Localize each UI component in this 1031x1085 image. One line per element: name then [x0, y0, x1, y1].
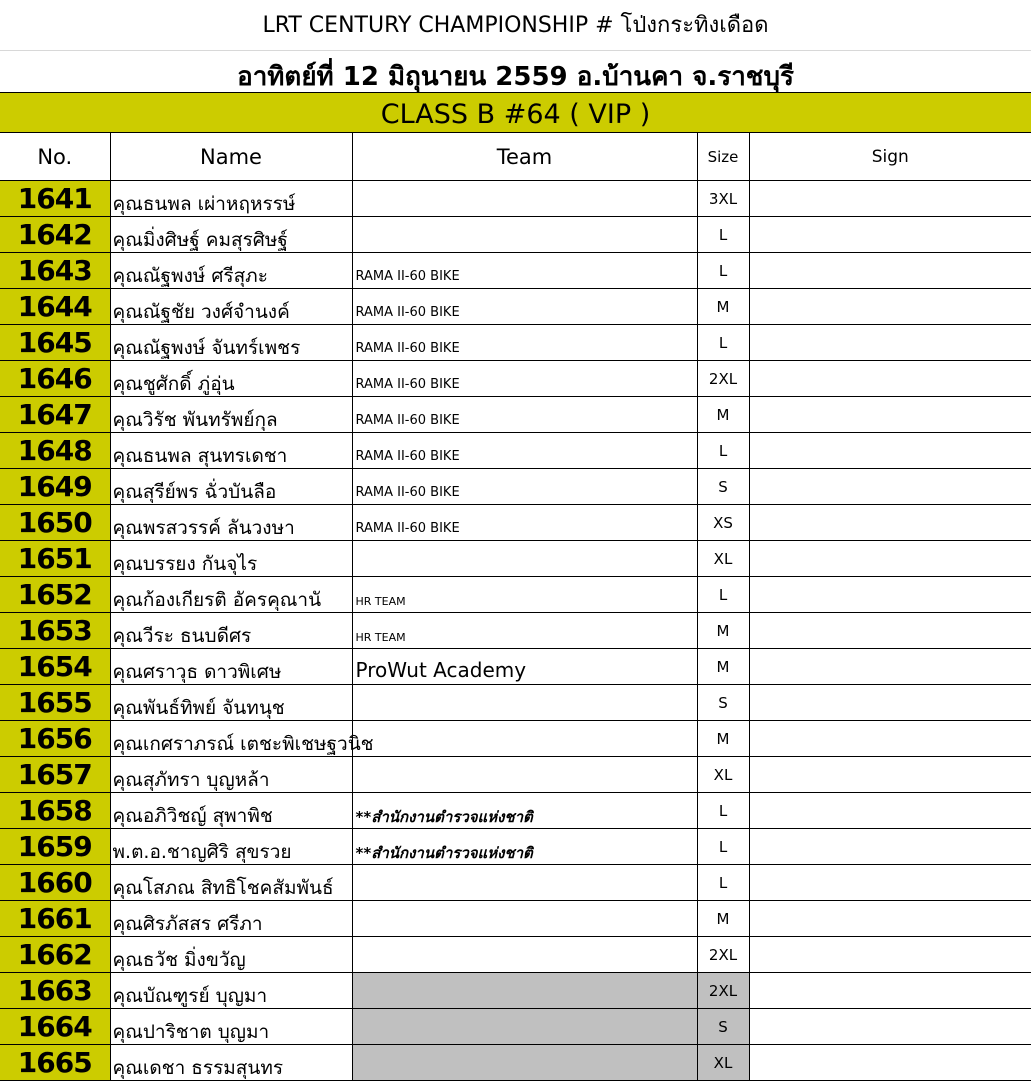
team-name	[352, 901, 697, 937]
bib-number: 1660	[0, 865, 110, 901]
bib-number: 1653	[0, 613, 110, 649]
bib-number: 1658	[0, 793, 110, 829]
team-name: **สำนักงานตำรวจแห่งชาติ	[352, 793, 697, 829]
bib-number: 1665	[0, 1045, 110, 1081]
table-row	[0, 649, 1031, 685]
table-row	[0, 217, 1031, 253]
rider-name: คุณธนพล เผ่าหฤหรรษ์	[110, 181, 352, 217]
signature-cell	[749, 325, 1031, 361]
signature-cell	[749, 397, 1031, 433]
shirt-size: 2XL	[697, 937, 749, 973]
table-row	[0, 325, 1031, 361]
column-header-name: Name	[110, 133, 352, 181]
shirt-size: XL	[697, 757, 749, 793]
shirt-size: XL	[697, 541, 749, 577]
bib-number: 1644	[0, 289, 110, 325]
bib-number: 1651	[0, 541, 110, 577]
shirt-size: XS	[697, 505, 749, 541]
rider-name: คุณณัฐพงษ์ ศรีสุภะ	[110, 253, 352, 289]
team-name	[352, 865, 697, 901]
bib-number: 1659	[0, 829, 110, 865]
table-header-row	[0, 133, 1031, 181]
team-name: RAMA II-60 BIKE	[352, 469, 697, 505]
table-row	[0, 1045, 1031, 1081]
table-row	[0, 433, 1031, 469]
signature-cell	[749, 685, 1031, 721]
team-name	[352, 973, 697, 1009]
team-name	[352, 757, 697, 793]
shirt-size: L	[697, 433, 749, 469]
table-row	[0, 901, 1031, 937]
rider-name: คุณศิรภัสสร ศรีภา	[110, 901, 352, 937]
team-name	[352, 937, 697, 973]
rider-name: คุณชูศักดิ์ ภู่อุ่น	[110, 361, 352, 397]
shirt-size: M	[697, 289, 749, 325]
team-name: ProWut Academy	[352, 649, 697, 685]
shirt-size: 2XL	[697, 973, 749, 1009]
bib-number: 1648	[0, 433, 110, 469]
bib-number: 1661	[0, 901, 110, 937]
rider-name: คุณพรสวรรค์ ลันวงษา	[110, 505, 352, 541]
rider-name: คุณวีระ ธนบดีศร	[110, 613, 352, 649]
rider-name: คุณสุภัทรา บุญหล้า	[110, 757, 352, 793]
signature-cell	[749, 973, 1031, 1009]
rider-name: คุณอภิวิชญ์ สุพาพิช	[110, 793, 352, 829]
signature-cell	[749, 181, 1031, 217]
table-row	[0, 757, 1031, 793]
team-name: RAMA II-60 BIKE	[352, 433, 697, 469]
table-row	[0, 577, 1031, 613]
signature-cell	[749, 361, 1031, 397]
rider-name: คุณพันธ์ทิพย์ จันทนุช	[110, 685, 352, 721]
shirt-size: L	[697, 829, 749, 865]
bib-number: 1664	[0, 1009, 110, 1045]
table-row	[0, 181, 1031, 217]
shirt-size: M	[697, 901, 749, 937]
bib-number: 1662	[0, 937, 110, 973]
shirt-size: S	[697, 685, 749, 721]
rider-name: คุณวิรัช พันทรัพย์กุล	[110, 397, 352, 433]
team-name	[352, 541, 697, 577]
event-date-location: อาทิตย์ที่ 12 มิถุนายน 2559 อ.บ้านคา จ.ราชบุรี	[237, 62, 794, 92]
registration-table	[0, 133, 1031, 1081]
signature-cell	[749, 469, 1031, 505]
rider-name: คุณสุรีย์พร ฉั่วบันลือ	[110, 469, 352, 505]
signature-cell	[749, 433, 1031, 469]
class-heading: CLASS B #64 ( VIP )	[0, 92, 1031, 133]
bib-number: 1649	[0, 469, 110, 505]
column-header-sign: Sign	[749, 133, 1031, 181]
team-name	[352, 1045, 697, 1081]
shirt-size: 2XL	[697, 361, 749, 397]
column-header-no: No.	[0, 133, 110, 181]
rider-name: คุณธวัช มิ่งขวัญ	[110, 937, 352, 973]
column-header-team: Team	[352, 133, 697, 181]
event-title: LRT CENTURY CHAMPIONSHIP # โป่งกระทิงเดือด	[0, 0, 1031, 51]
shirt-size: L	[697, 577, 749, 613]
signature-cell	[749, 217, 1031, 253]
team-name: **สำนักงานตำรวจแห่งชาติ	[352, 829, 697, 865]
team-name: RAMA II-60 BIKE	[352, 505, 697, 541]
rider-name: คุณณัฐพงษ์ จันทร์เพชร	[110, 325, 352, 361]
signature-cell	[749, 253, 1031, 289]
signature-cell	[749, 793, 1031, 829]
team-name	[352, 721, 697, 757]
table-row	[0, 361, 1031, 397]
rider-name: คุณบัณฑูรย์ บุญมา	[110, 973, 352, 1009]
shirt-size: L	[697, 793, 749, 829]
signature-cell	[749, 757, 1031, 793]
shirt-size: M	[697, 649, 749, 685]
team-name: HR TEAM	[352, 577, 697, 613]
table-row	[0, 973, 1031, 1009]
signature-cell	[749, 1009, 1031, 1045]
team-name	[352, 217, 697, 253]
shirt-size: M	[697, 397, 749, 433]
table-row	[0, 829, 1031, 865]
table-row	[0, 721, 1031, 757]
signature-cell	[749, 649, 1031, 685]
team-name: RAMA II-60 BIKE	[352, 325, 697, 361]
rider-name: คุณธนพล สุนทรเดชา	[110, 433, 352, 469]
signature-cell	[749, 937, 1031, 973]
column-header-size: Size	[697, 133, 749, 181]
table-row	[0, 505, 1031, 541]
team-name	[352, 685, 697, 721]
table-row	[0, 1009, 1031, 1045]
shirt-size: XL	[697, 1045, 749, 1081]
shirt-size: M	[697, 613, 749, 649]
team-name	[352, 1009, 697, 1045]
bib-number: 1641	[0, 181, 110, 217]
table-row	[0, 253, 1031, 289]
bib-number: 1645	[0, 325, 110, 361]
rider-name: คุณมิ่งศิษฐ์ คมสุรศิษฐ์	[110, 217, 352, 253]
rider-name: คุณโสภณ สิทธิโชคสัมพันธ์	[110, 865, 352, 901]
table-row	[0, 793, 1031, 829]
shirt-size: S	[697, 469, 749, 505]
shirt-size: L	[697, 253, 749, 289]
rider-name: คุณณัฐชัย วงศ์จำนงค์	[110, 289, 352, 325]
rider-name: คุณศราวุธ ดาวพิเศษ	[110, 649, 352, 685]
bib-number: 1656	[0, 721, 110, 757]
rider-name: พ.ต.อ.ชาญศิริ สุขรวย	[110, 829, 352, 865]
team-name: RAMA II-60 BIKE	[352, 397, 697, 433]
shirt-size: L	[697, 325, 749, 361]
team-name: RAMA II-60 BIKE	[352, 289, 697, 325]
shirt-size: M	[697, 721, 749, 757]
signature-cell	[749, 829, 1031, 865]
signature-cell	[749, 901, 1031, 937]
bib-number: 1646	[0, 361, 110, 397]
signature-cell	[749, 721, 1031, 757]
table-row	[0, 685, 1031, 721]
bib-number: 1663	[0, 973, 110, 1009]
team-name	[352, 181, 697, 217]
bib-number: 1657	[0, 757, 110, 793]
shirt-size: 3XL	[697, 181, 749, 217]
rider-name: คุณเกศราภรณ์ เตชะพิเชษฐวนิช	[110, 721, 352, 757]
table-row	[0, 289, 1031, 325]
bib-number: 1643	[0, 253, 110, 289]
table-row	[0, 613, 1031, 649]
rider-name: คุณก้องเกียรติ อัครคุณานั	[110, 577, 352, 613]
table-row	[0, 397, 1031, 433]
bib-number: 1650	[0, 505, 110, 541]
bib-number: 1655	[0, 685, 110, 721]
rider-name: คุณเดชา ธรรมสุนทร	[110, 1045, 352, 1081]
signature-cell	[749, 289, 1031, 325]
bib-number: 1647	[0, 397, 110, 433]
rider-name: คุณปาริชาต บุญมา	[110, 1009, 352, 1045]
team-name: RAMA II-60 BIKE	[352, 361, 697, 397]
table-row	[0, 469, 1031, 505]
table-row	[0, 865, 1031, 901]
signature-cell	[749, 1045, 1031, 1081]
signature-cell	[749, 541, 1031, 577]
bib-number: 1642	[0, 217, 110, 253]
signature-cell	[749, 505, 1031, 541]
shirt-size: L	[697, 865, 749, 901]
signature-cell	[749, 865, 1031, 901]
table-row	[0, 937, 1031, 973]
bib-number: 1654	[0, 649, 110, 685]
shirt-size: S	[697, 1009, 749, 1045]
rider-name: คุณบรรยง กันจุไร	[110, 541, 352, 577]
team-name: RAMA II-60 BIKE	[352, 253, 697, 289]
signature-cell	[749, 613, 1031, 649]
table-row	[0, 541, 1031, 577]
bib-number: 1652	[0, 577, 110, 613]
team-name: HR TEAM	[352, 613, 697, 649]
shirt-size: L	[697, 217, 749, 253]
signature-cell	[749, 577, 1031, 613]
